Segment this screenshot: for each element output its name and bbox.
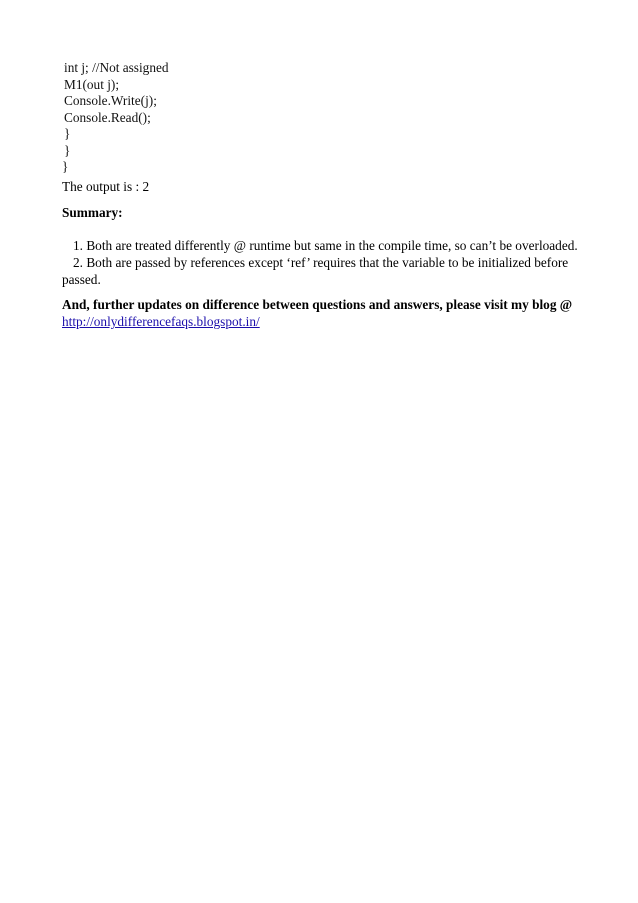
blog-link[interactable]: http://onlydifferencefaqs.blogspot.in/ — [62, 314, 260, 329]
further-updates-text: And, further updates on difference between questions and answers, please visit my blog @ — [62, 297, 573, 312]
code-line: M1(out j); — [64, 76, 120, 92]
output-text: The output is : 2 — [62, 179, 150, 194]
code-line: } — [64, 142, 71, 158]
code-line: Console.Write(j); — [64, 93, 157, 108]
summary-item — [62, 238, 582, 255]
code-line: } — [64, 126, 71, 141]
summary-item-number: 2. — [73, 254, 83, 270]
summary-item-text: Both are passed by references except ‘ref’ requires that the variable to be initialized before passed. — [62, 254, 569, 287]
summary-item-number: 1. — [73, 238, 83, 253]
code-snippet — [62, 60, 169, 176]
summary-list — [62, 238, 582, 288]
code-line: } — [62, 159, 69, 174]
summary-item-text: Both are treated differently @ runtime but same in the compile time, so can’t be overloaded. — [86, 238, 578, 253]
code-line: Console.Read(); — [64, 109, 151, 125]
summary-heading: Summary: — [62, 205, 123, 220]
summary-item — [62, 255, 582, 289]
code-line: int j; //Not assigned — [64, 60, 169, 75]
